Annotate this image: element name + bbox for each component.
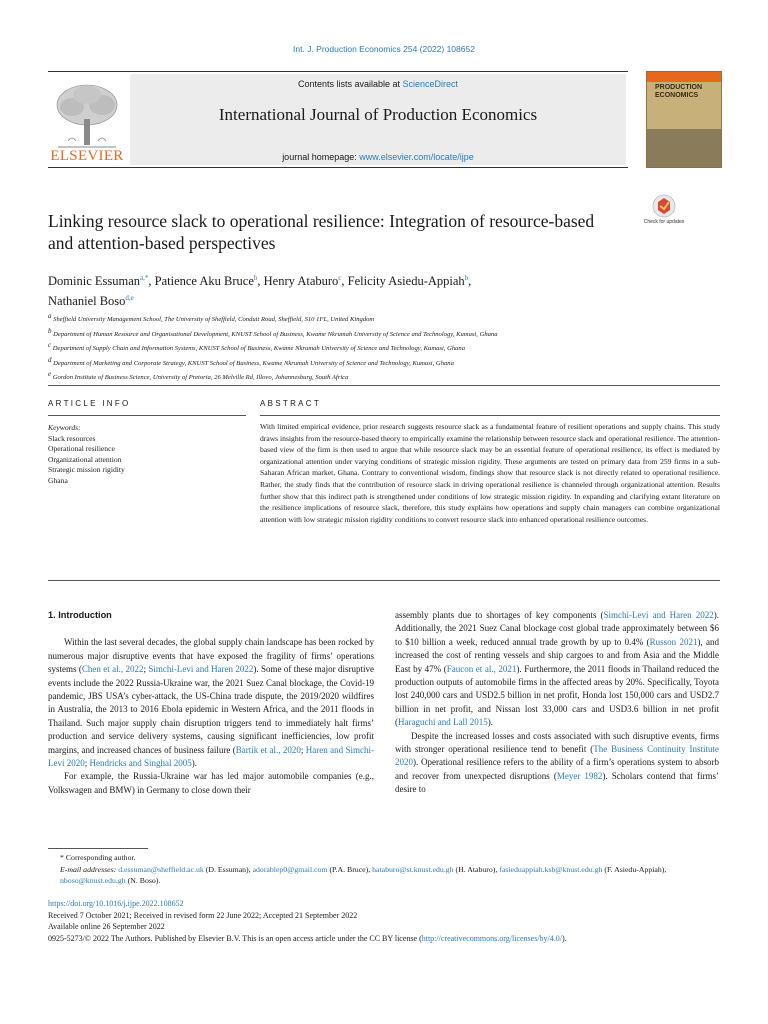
check-for-updates-badge[interactable]	[643, 193, 685, 233]
section-heading-introduction: 1. Introduction	[48, 610, 112, 620]
author-separator: ,	[468, 274, 472, 289]
keywords-label: Keywords:	[48, 423, 81, 432]
contents-prefix: Contents lists available at	[297, 79, 403, 89]
text: ;	[84, 758, 90, 769]
citation-link[interactable]: Russon 2021	[649, 636, 698, 647]
affiliation-item	[48, 326, 728, 341]
email-label: E-mail addresses:	[60, 864, 119, 874]
journal-homepage-link[interactable]: www.elsevier.com/locate/ijpe	[359, 152, 474, 162]
footnote-divider	[48, 848, 148, 849]
keyword-list	[48, 434, 248, 487]
text: (N. Boso).	[125, 876, 161, 886]
email-link[interactable]: adorablep0@gmail.com	[252, 864, 328, 874]
citation-link[interactable]: The Business Continuity Institute 2020	[395, 744, 719, 768]
homepage-prefix: journal homepage:	[282, 152, 360, 162]
affiliation-item	[48, 355, 728, 370]
text: ). Some of these major disruptive events include the 2022 Russia-Ukraine war, the 2021 Suez Canal blockage, the Covid-19 pandemic, JBS USA’s cyber-attack, the US-China trade dispute, the 2019/2020 wildfires in Australia, the 2013 to 2016 Ebola epidemic in Western Africa, and the 2011 floods in Thailand. Such major supply chain disruption triggers tend to immediately halt firms’ production and service delivery systems, causing significant inefficiencies, low profit margins, and increased chances of business failure (	[48, 664, 374, 755]
affiliation-marker: a	[48, 312, 52, 320]
journal-homepage-line	[130, 152, 626, 162]
citation-link[interactable]: Haraguchi and Lall 2015	[398, 717, 488, 728]
affiliation-text: Department of Human Resource and Organisational Development, KNUST School of Business, Kwame Nkrumah University of Science and Technology, Kumasi, Ghana	[51, 330, 498, 338]
citation-link[interactable]: Haren and Simchi-Levi 2020	[48, 744, 374, 769]
email-link[interactable]: hataburo@st.knust.edu.gh	[372, 864, 454, 874]
citation-link[interactable]: Bartik et al., 2020	[235, 744, 301, 755]
text: Within the last several decades, the global supply chain landscape has been rocked by numerous major disruptive events that have exposed the fragility of firms’ operations systems (	[48, 637, 374, 675]
running-header[interactable]: Int. J. Production Economics 254 (2022) 108652	[293, 44, 475, 54]
text: (P.A. Bruce),	[327, 864, 373, 874]
footnotes	[48, 852, 720, 887]
citation-link[interactable]: Faucon et al., 2021	[446, 663, 517, 674]
journal-title: International Journal of Production Economics	[218, 105, 538, 124]
license-line	[48, 933, 728, 945]
author-affiliation-marker[interactable]: b	[464, 274, 469, 282]
paragraph	[395, 730, 719, 797]
text: ). Furthermore, the 2011 floods in Thailand reduced the production outputs of automobile firms in the affected areas by 20%. Specifically, Toyota lost 240,000 cars and USD2.5 billion in net profit, Honda lost 150,000 cars and USD2.7 billion in net profit, and Nissan lost 33,000 cars and USD3.6 billion in net profit (	[395, 663, 719, 728]
text: ), and increased the cost of renting vessels and ship cargoes to and from Asia and the Middle East by 47% (	[395, 636, 719, 674]
publication-info	[48, 898, 728, 944]
paragraph: For example, the Russia-Ukraine war has led major automobile companies (e.g., Volkswagen and BMW) in Germany to close down their	[48, 771, 374, 795]
affiliation-marker: b	[48, 326, 52, 335]
text: assembly plants due to shortages of key components (	[395, 610, 604, 620]
affiliation-text: Department of Supply Chain and Information Systems, KNUST School of Business, Kwame Nkrumah University of Science and Technology, Kumasi, Ghana	[51, 345, 466, 353]
divider	[48, 415, 246, 416]
text: ).	[562, 933, 567, 943]
cover-band	[647, 72, 721, 82]
affiliation-text: Department of Marketing and Corporate Strategy, KNUST School of Business, Kwame Nkrumah University of Science and Technology, Kumasi, Ghana	[51, 359, 454, 367]
body-column-right	[395, 609, 719, 797]
citation-link[interactable]: Simchi-Levi and Haren 2022	[603, 610, 714, 620]
paragraph	[48, 636, 374, 770]
author-separator: ,	[148, 274, 155, 289]
journal-cover-thumbnail[interactable]	[646, 71, 722, 168]
affiliation-list	[48, 311, 728, 384]
text: ;	[300, 744, 306, 755]
cover-title: PRODUCTION ECONOMICS	[655, 84, 703, 99]
affiliation-text: Sheffield University Management School, The University of Sheffield, Conduit Road, Sheffield, S10 1FL, United Kingdom	[51, 316, 375, 324]
text: ).	[487, 717, 493, 728]
affiliation-item	[48, 311, 728, 326]
corresponding-author-note: * Corresponding author.	[60, 853, 136, 862]
email-link[interactable]: fasieduappiah.ksb@knust.edu.gh	[499, 864, 603, 874]
author-affiliation-marker[interactable]: a,*	[140, 274, 149, 282]
article-title: Linking resource slack to operational resilience: Integration of resource-based and attention-based perspectives	[48, 211, 595, 253]
abstract-text: With limited empirical evidence, prior research suggests resource slack as a fundamental feature of resilient operations and supply chains. This study draws insights from the resource-based theory to empirically examine the relationship between resource slack and operational resilience. The attention-based view of the firm is then used to argue that while resource slack may be an essential feature of operational resilience, its effect is mediated by organizational attention under varying conditions of strategic mission rigidity. These arguments are tested on primary data from 259 firms in a sub-Saharan African market, Ghana. Contrary to conventional wisdom, findings show that resource slack is not directly related to operational resilience. Rather, the study finds that the contribution of resource slack in driving operational resilience is channeled through organizational attention. Results further show that this indirect path is strengthened under conditions of low strategic mission rigidity. In expanding and clarifying extant literature on the resilience implications of resource slack, therefore, this study explains how operations and supply chain managers can combine organizational attention with low strategic mission rigidity conditions to convert resource slack into enhanced operational resilience outcomes.	[260, 422, 720, 524]
text: 0925-5273/© 2022 The Authors. Published by Elsevier B.V. This is an open access article under the CC BY license (	[48, 933, 422, 943]
author-affiliation-marker[interactable]: c	[338, 274, 342, 282]
received-dates: Received 7 October 2021; Received in revised form 22 June 2022; Accepted 21 September 2022	[48, 910, 358, 920]
text: Despite the increased losses and costs associated with such disruptive events, firms with stronger operational resilience tend to benefit (	[395, 730, 719, 755]
divider	[48, 580, 720, 581]
badge-label: Check for updates	[643, 219, 685, 225]
affiliation-marker: e	[48, 370, 52, 379]
keyword-item: Slack resources	[48, 433, 96, 443]
email-link[interactable]: d.essuman@sheffield.ac.uk	[118, 864, 204, 874]
license-link[interactable]: http://creativecommons.org/licenses/by/4.0/	[421, 933, 563, 943]
keyword-item: Ghana	[48, 475, 68, 485]
affiliation-text: Gordon Institute of Business Science, University of Pretoria, 26 Melville Rd, Illovo, Johannesburg, South Africa	[51, 374, 349, 382]
text: ;	[143, 664, 149, 675]
keyword-item: Organizational attention	[48, 454, 122, 464]
article-info-heading: ARTICLE INFO	[48, 399, 131, 408]
email-link[interactable]: nboso@knust.edu.gh	[60, 876, 126, 886]
author-separator: ,	[341, 274, 348, 289]
text: (H. Ataburo),	[453, 864, 500, 874]
author-name[interactable]: Dominic Essuman	[48, 274, 141, 289]
author-affiliation-marker[interactable]: b	[253, 274, 258, 282]
keyword-item: Operational resilience	[48, 444, 115, 453]
body-column-left	[48, 609, 374, 797]
affiliation-item	[48, 340, 728, 355]
keyword-item: Strategic mission rigidity	[48, 465, 125, 474]
text: ).	[191, 758, 197, 769]
author-name[interactable]: Henry Ataburo	[263, 274, 339, 289]
cover-image	[647, 129, 721, 167]
author-list	[48, 270, 668, 310]
citation-link[interactable]: Chen et al., 2022	[81, 664, 144, 675]
keywords-block	[48, 423, 248, 486]
text: ). Additionally, the 2021 Suez Canal blockage cost global trade approximately between $6 to $10 billion a week, reduced annual trade growth by up to 0.4% (	[395, 610, 719, 647]
author-name[interactable]: Nathaniel Boso	[48, 294, 126, 309]
citation-link[interactable]: Simchi-Levi and Haren 2022	[148, 664, 254, 675]
affiliation-marker: d	[48, 355, 52, 364]
text: ). Scholars contend that firms’ desire to	[395, 770, 719, 795]
paragraph	[395, 609, 719, 730]
text: ). Operational resilience refers to the ability of a firm’s operations system to absorb and recover from unexpected disruptions (	[395, 757, 719, 781]
doi-link[interactable]: https://doi.org/10.1016/j.ijpe.2022.108652	[48, 899, 184, 908]
affiliation-item	[48, 369, 728, 384]
sciencedirect-link[interactable]: ScienceDirect	[402, 79, 459, 89]
publisher-logo-text: ELSEVIER	[50, 148, 124, 164]
divider	[48, 385, 720, 386]
author-name[interactable]: Patience Aku Bruce	[154, 274, 254, 289]
affiliation-marker: c	[48, 341, 52, 350]
divider	[260, 415, 720, 416]
abstract-heading: ABSTRACT	[260, 399, 322, 408]
author-name[interactable]: Felicity Asiedu-Appiah	[347, 274, 465, 289]
author-affiliation-marker[interactable]: d,e	[125, 294, 134, 303]
text: (D. Essuman),	[203, 864, 253, 874]
citation-link[interactable]: Meyer 1982	[556, 770, 603, 781]
author-separator: ,	[257, 274, 264, 289]
citation-link[interactable]: Hendricks and Singhal 2005	[89, 758, 192, 769]
contents-lists-line	[130, 79, 626, 89]
email-addresses	[48, 864, 720, 887]
available-online-date: Available online 26 September 2022	[48, 922, 165, 932]
text: (F. Asiedu-Appiah),	[602, 864, 667, 874]
